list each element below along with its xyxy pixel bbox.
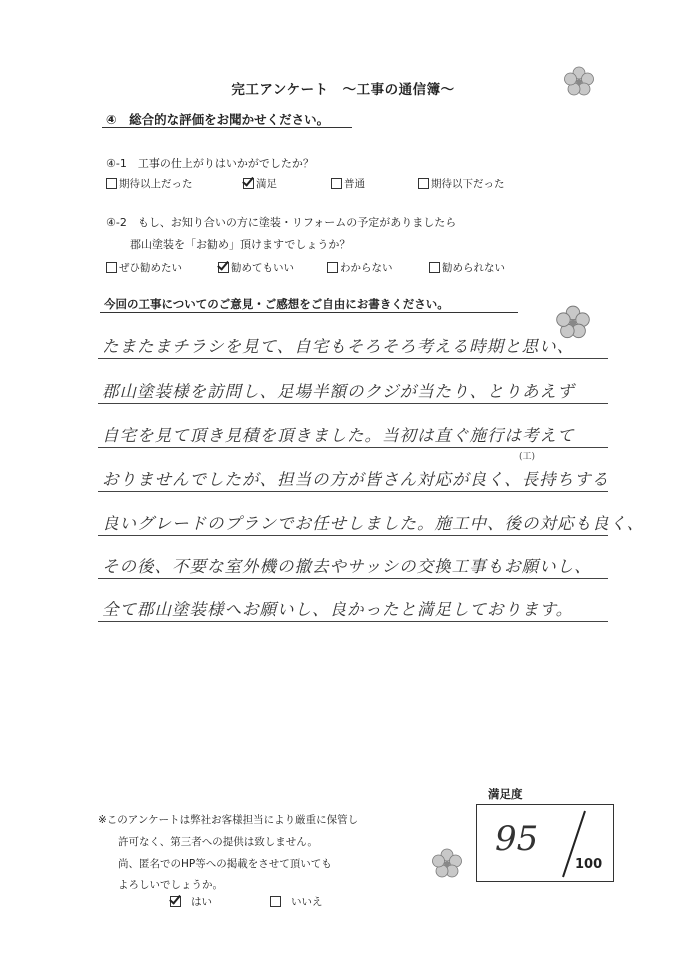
q1-option-satisfied[interactable]: 満足	[243, 176, 277, 191]
annotation: (工)	[519, 452, 536, 462]
q1-option-below[interactable]: 期待以下だった	[418, 176, 505, 191]
consent-yes[interactable]: はい	[170, 894, 212, 909]
ruled-line	[98, 578, 608, 579]
checkbox-checked[interactable]	[218, 262, 229, 273]
privacy-note-line3: 尚、匿名でのHP等への掲載をさせて頂いても	[118, 858, 332, 870]
ruled-line	[98, 535, 608, 536]
satisfaction-box	[476, 804, 614, 882]
checkbox-checked[interactable]	[170, 896, 181, 907]
comment-line: 良いグレードのプランでお任せしました。施工中、後の対応も良く、	[102, 514, 645, 533]
q1-option-normal[interactable]: 普通	[331, 176, 365, 191]
checkbox[interactable]	[270, 896, 281, 907]
q2-option-unsure[interactable]: わからない	[327, 260, 393, 275]
privacy-note-line2: 許可なく、第三者への提供は致しません。	[118, 836, 318, 848]
satisfaction-label: 満足度	[488, 787, 523, 801]
checkbox[interactable]	[418, 178, 429, 189]
checkbox[interactable]	[327, 262, 338, 273]
satisfaction-score: 95	[495, 819, 539, 859]
ruled-line	[98, 358, 608, 359]
question-2-label-line2: 郡山塗装を「お勧め」頂けますでしょうか？	[130, 238, 351, 251]
comments-heading: 今回の工事についてのご意見・ご感想をご自由にお書きください。	[104, 297, 449, 311]
flower-icon	[563, 66, 595, 98]
q2-option-maybe[interactable]: 勧めてもいい	[218, 260, 294, 275]
comment-line: その後、不要な室外機の撤去やサッシの交換工事もお願いし、	[102, 557, 592, 576]
checkbox-checked[interactable]	[243, 178, 254, 189]
comment-line: おりませんでしたが、担当の方が皆さん対応が良く、長持ちする	[102, 470, 610, 489]
section-title: ④ 総合的な評価をお聞かせください。	[106, 112, 330, 127]
checkbox[interactable]	[331, 178, 342, 189]
comment-line: たまたまチラシを見て、自宅もそろそろ考える時期と思い、	[102, 337, 575, 356]
divider	[100, 312, 518, 313]
divider	[102, 127, 352, 128]
flower-icon	[431, 848, 463, 880]
checkbox[interactable]	[106, 178, 117, 189]
consent-no[interactable]: いいえ	[270, 894, 323, 909]
q1-option-exceeded[interactable]: 期待以上だった	[106, 176, 193, 191]
comment-line: 全て郡山塗装様へお願いし、良かったと満足しております。	[102, 600, 574, 619]
checkbox[interactable]	[429, 262, 440, 273]
q2-option-no[interactable]: 勧められない	[429, 260, 505, 275]
ruled-line	[98, 447, 608, 448]
checkbox[interactable]	[106, 262, 117, 273]
question-2-label-line1: ④-2 もし、お知り合いの方に塗装・リフォームの予定がありましたら	[106, 216, 457, 229]
ruled-line	[98, 621, 608, 622]
satisfaction-max: 100	[575, 857, 603, 872]
page-title: 完工アンケート ～工事の通信簿～	[231, 82, 455, 98]
comment-line: 自宅を見て頂き見積を頂きました。当初は直ぐ施行は考えて	[102, 426, 575, 445]
ruled-line	[98, 491, 608, 492]
privacy-note-line4: よろしいでしょうか。	[118, 879, 223, 891]
question-1-label: ④-1 工事の仕上がりはいかがでしたか？	[106, 157, 314, 170]
ruled-line	[98, 403, 608, 404]
q2-option-recommend[interactable]: ぜひ勧めたい	[106, 260, 182, 275]
comment-line: 郡山塗装様を訪問し、足場半額のクジが当たり、とりあえず	[102, 382, 575, 401]
privacy-note-line1: ※このアンケートは弊社お客様担当により厳重に保管し	[98, 814, 359, 826]
